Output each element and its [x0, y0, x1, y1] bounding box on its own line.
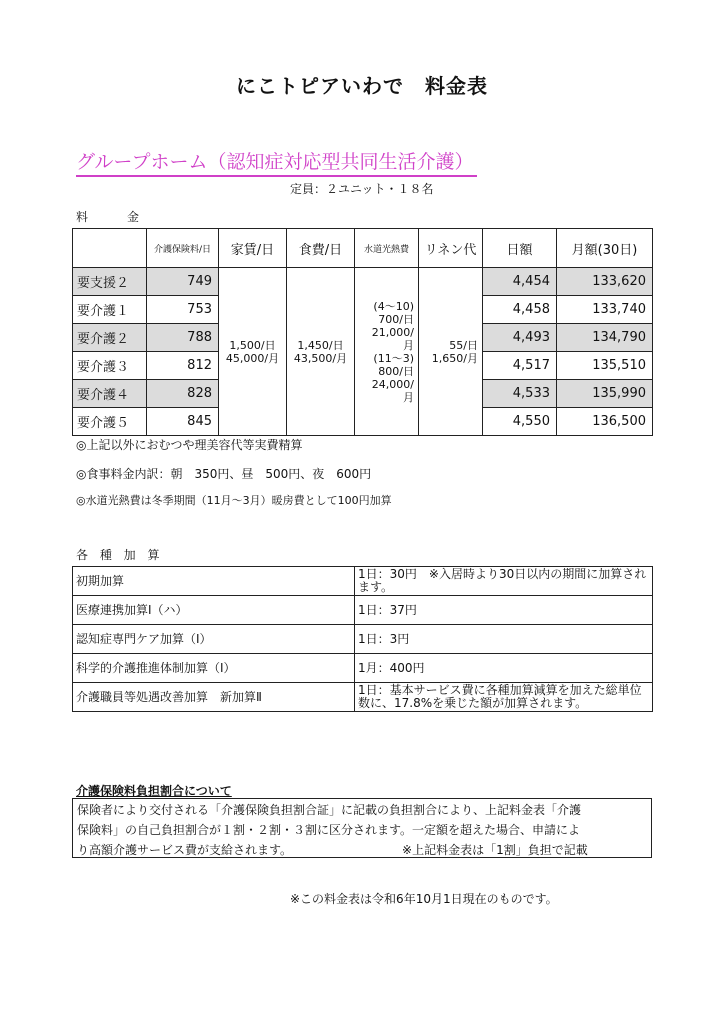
- food-per-month: 43,500/月: [293, 351, 348, 365]
- monthly-total: 133,740: [557, 296, 653, 324]
- care-level: 要介護２: [73, 324, 147, 352]
- note-extra-costs: ◎上記以外におむつや理美容代等実費精算: [76, 438, 303, 452]
- header-empty: [73, 229, 147, 268]
- insurance-fee: 788: [147, 324, 219, 352]
- monthly-total: 133,620: [557, 268, 653, 296]
- table-row: [73, 596, 653, 625]
- fee-label-a: 料: [76, 210, 92, 224]
- daily-total: 4,533: [483, 380, 557, 408]
- rent-cell: [219, 268, 287, 436]
- burden-text: り高額介護サービス費が支給されます。: [77, 843, 293, 857]
- addition-name: 初期加算: [73, 567, 355, 596]
- care-level: 要介護１: [73, 296, 147, 324]
- addition-detail: 1日：37円: [355, 596, 653, 625]
- utility-line: 月: [403, 390, 414, 404]
- insurance-fee: 828: [147, 380, 219, 408]
- linen-cell: [419, 268, 483, 436]
- insurance-fee: 845: [147, 408, 219, 436]
- utility-line: (4～10): [373, 299, 414, 313]
- insurance-fee: 749: [147, 268, 219, 296]
- footer-note: ※この料金表は令和6年10月1日現在のものです。: [290, 892, 558, 906]
- monthly-total: 135,510: [557, 352, 653, 380]
- table-row: [73, 625, 653, 654]
- rent-per-day: 1,500/日: [229, 338, 276, 352]
- utility-line: 700/日: [378, 312, 414, 326]
- addition-detail: 1日：3円: [355, 625, 653, 654]
- fee-table: [72, 228, 653, 436]
- food-per-day: 1,450/日: [297, 338, 344, 352]
- rent-per-month: 45,000/月: [225, 351, 280, 365]
- header-food: 食費/日: [287, 229, 355, 268]
- daily-total: 4,517: [483, 352, 557, 380]
- care-level: 要支援２: [73, 268, 147, 296]
- burden-note: ※上記料金表は「1割」負担で記載: [402, 843, 588, 857]
- table-row: [73, 268, 653, 296]
- addition-name: 介護職員等処遇改善加算 新加算Ⅱ: [73, 683, 355, 712]
- burden-text: 保険者により交付される「介護保険負担割合証」に記載の負担割合により、上記料金表「介護: [77, 803, 582, 817]
- burden-text: 保険料」の自己負担割合が１割・２割・３割に区分されます。一定額を超えた場合、申請によ: [77, 823, 581, 837]
- care-level: 要介護５: [73, 408, 147, 436]
- addition-name: 認知症専門ケア加算（Ⅰ）: [73, 625, 355, 654]
- monthly-total: 136,500: [557, 408, 653, 436]
- daily-total: 4,454: [483, 268, 557, 296]
- note-meal-breakdown: ◎食事料金内訳：朝 350円、昼 500円、夜 600円: [76, 467, 372, 481]
- header-insurance: 介護保険料/日: [147, 229, 219, 268]
- table-row: [73, 654, 653, 683]
- header-utility: 水道光熱費: [355, 229, 419, 268]
- fee-table-header: [73, 229, 653, 268]
- daily-total: 4,458: [483, 296, 557, 324]
- header-daily: 日額: [483, 229, 557, 268]
- insurance-fee: 753: [147, 296, 219, 324]
- fee-label: [76, 208, 142, 225]
- care-level: 要介護３: [73, 352, 147, 380]
- utility-line: 月: [403, 338, 414, 352]
- utility-cell: [355, 268, 419, 436]
- header-rent: 家賃/日: [219, 229, 287, 268]
- header-monthly: 月額(30日): [557, 229, 653, 268]
- burden-last-line: [77, 840, 647, 860]
- linen-per-day: 55/日: [449, 338, 478, 352]
- utility-line: (11～3): [373, 351, 414, 365]
- monthly-total: 134,790: [557, 324, 653, 352]
- addition-detail: 1日：基本サービス費に各種加算減算を加えた総単位数に、17.8%を乗じた額が加算されます。: [355, 683, 653, 712]
- fee-label-b: 金: [127, 210, 143, 224]
- header-linen: リネン代: [419, 229, 483, 268]
- daily-total: 4,493: [483, 324, 557, 352]
- page-title: にこトピアいわで 料金表: [236, 74, 488, 98]
- note-winter-heating: ◎水道光熱費は冬季期間（11月～3月）暖房費として100円加算: [76, 494, 392, 507]
- care-level: 要介護４: [73, 380, 147, 408]
- insurance-fee: 812: [147, 352, 219, 380]
- addition-name: 科学的介護推進体制加算（Ⅰ）: [73, 654, 355, 683]
- utility-line: 800/日: [378, 364, 414, 378]
- addition-detail: 1日：30円 ※入居時より30日以内の期間に加算されます。: [355, 567, 653, 596]
- burden-box: [72, 798, 652, 858]
- addition-detail: 1月：400円: [355, 654, 653, 683]
- additions-table: [72, 566, 653, 712]
- section-title: グループホーム（認知症対応型共同生活介護）: [76, 147, 477, 177]
- addition-name: 医療連携加算Ⅰ（ハ）: [73, 596, 355, 625]
- utility-line: 21,000/: [371, 325, 414, 339]
- utility-line: 24,000/: [371, 377, 414, 391]
- capacity-text: 定員：２ユニット・１８名: [290, 182, 434, 196]
- table-row: [73, 567, 653, 596]
- monthly-total: 135,990: [557, 380, 653, 408]
- burden-heading: 介護保険料負担割合について: [76, 784, 232, 798]
- table-row: [73, 683, 653, 712]
- daily-total: 4,550: [483, 408, 557, 436]
- food-cell: [287, 268, 355, 436]
- additions-heading: 各 種 加 算: [76, 548, 164, 562]
- linen-per-month: 1,650/月: [431, 351, 478, 365]
